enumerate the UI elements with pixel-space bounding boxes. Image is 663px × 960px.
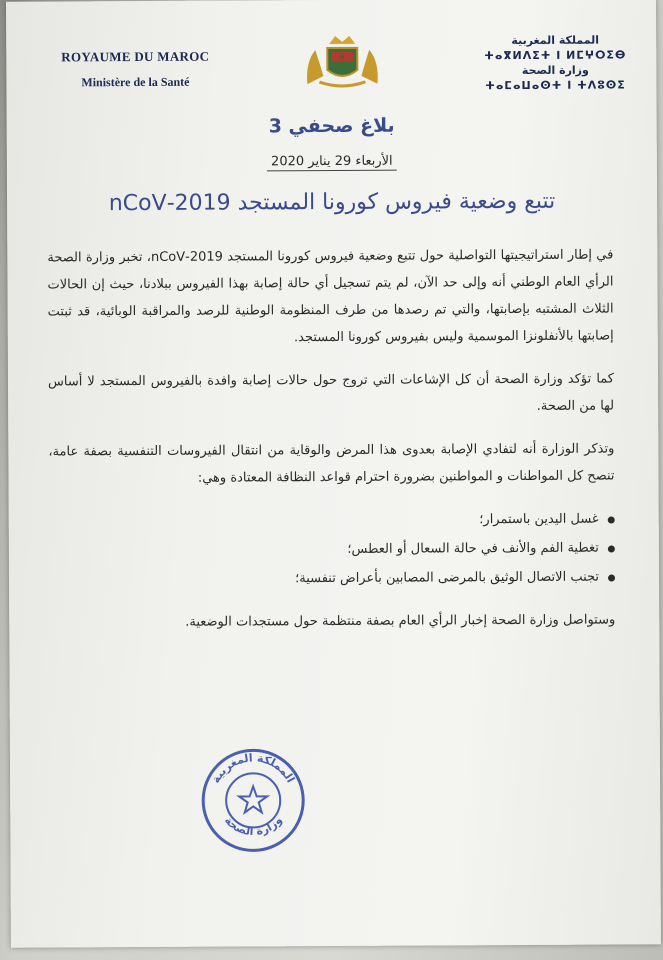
stamp-top-text: المملكة المغربية <box>209 751 298 786</box>
kingdom-name-ar: المملكة المغربية <box>511 33 600 48</box>
bullet-icon <box>608 575 615 582</box>
subject-heading: تتبع وضعية فيروس كورونا المستجد 2019-nCoV <box>108 188 556 217</box>
paragraph-recommendations: وتذكر الوزارة أنه لتفادي الإصابة بعدوى هذا المرض والوقاية من انتقال الفيروسات التنفسية بصفة عامة، تنصح كل المواطنات و المواطنين بضرورة احترام قواعد النظافة المعتادة وهي: <box>48 441 615 486</box>
list-item-text: تجنب الاتصال الوثيق بالمرضى المصابين بأعراض تنفسية؛ <box>295 569 600 587</box>
bullet-icon <box>608 546 615 553</box>
document-page <box>6 0 661 948</box>
svg-text:المملكة المغربية <box>209 751 297 785</box>
paragraph-closing: وستواصل وزارة الصحة إخبار الرأي العام بصفة منتظمة حول مستجدات الوضعية. <box>185 612 616 630</box>
arabic-letterhead <box>480 32 630 93</box>
list-item-text: غسل اليدين باستمرار؛ <box>479 511 599 528</box>
coat-of-arms-emblem <box>301 32 383 92</box>
ministry-stamp <box>198 745 309 856</box>
list-item-text: تغطية الفم والأنف في حالة السعال أو العطس؛ <box>347 540 599 557</box>
list-item <box>49 535 615 565</box>
ministry-name-tifinagh: ⵜⴰⵎⴰⵡⴰⵙⵜ ⵏ ⵜⴷⵓⵙⵉ <box>485 78 626 93</box>
ministry-name-fr: Ministère de la Santé <box>81 74 190 90</box>
paragraph-intro: في إطار استراتيجيتها التواصلية حول تتبع وضعية فيروس كورونا المستجد 2019-nCoV، تخبر وزارة الصحة الرأي العام الوطني أنه وإلى حد الآن، لم يتم تسجيل أي حالة إصابة بهذا الفيروس ببلادنا، حيث إن الحالات الثلاث المشتبه بإصابتها، والتي تم رصدها من طرف المنظومة الوطنية للرصد والمراقبة الوبائية، قد ثبتت إصابتها بالأنفلونزا الموسمية وليس بفيروس كورونا المستجد. <box>47 247 614 346</box>
star-icon <box>239 786 267 812</box>
kingdom-name-fr: ROYAUME DU MAROC <box>61 48 210 65</box>
svg-text:وزارة الصحة <box>222 813 285 838</box>
document-body <box>47 242 615 653</box>
bullet-icon <box>608 517 615 524</box>
release-date <box>7 152 657 170</box>
list-item <box>49 564 615 594</box>
hygiene-list <box>49 506 615 594</box>
kingdom-name-tifinagh: ⵜⴰⴳⵍⴷⵉⵜ ⵏ ⵍⵎⵖⵔⵉⴱ <box>484 48 627 63</box>
release-date-text: الأربعاء 29 يناير 2020 <box>267 154 397 172</box>
press-release-title: بلاغ صحفي 3 <box>268 114 395 138</box>
list-item <box>49 506 615 536</box>
ministry-name-ar: وزارة الصحة <box>521 63 589 78</box>
stamp-bottom-text: وزارة الصحة <box>221 813 285 839</box>
french-letterhead <box>40 49 230 91</box>
paragraph-rumors: كما تؤكد وزارة الصحة أن كل الإشاعات التي تروج حول حالات إصابة وافدة بالفيروس المستجد لا أساس لها من الصحة. <box>47 371 615 414</box>
